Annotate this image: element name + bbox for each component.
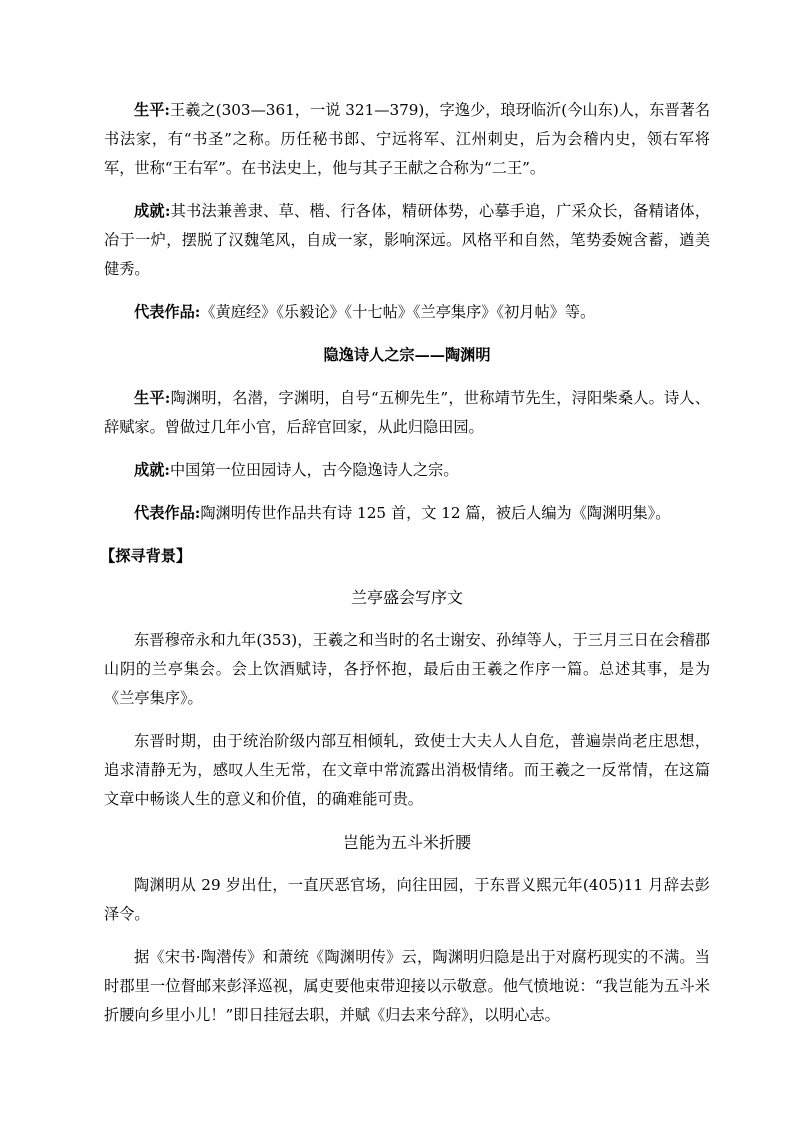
works-label: 代表作品: (134, 504, 201, 522)
tao-achievement-paragraph (104, 456, 710, 485)
tao-heading: 隐逸诗人之宗——陶渊明 (323, 346, 491, 364)
wang-bio-paragraph (104, 96, 710, 183)
bio-text: 陶渊明，名潜，字渊明，自号“五柳先生”，世称靖节先生，浔阳柴桑人。诗人、辞赋家。曾做过几年小官，后辞官回家，从此归隐田园。 (104, 389, 711, 436)
works-text: 陶渊明传世作品共有诗 125 首，文 12 篇，被后人编为《陶渊明集》。 (200, 504, 671, 522)
wang-achievement-paragraph (104, 197, 710, 284)
bio-label: 生平: (134, 101, 171, 119)
lanting-subtitle: 兰亭盛会写序文 (350, 588, 463, 607)
bio-text: 王羲之(303—361，一说 321—379)，字逸少，琅玡临沂(今山东)人，东晋著名书法家，有“书圣”之称。历任秘书郎、宁远将军、江州刺史，后为会稽内史，领右军将军，世称“王右军”。在书法史上，他与其子王献之合称为“二王”。 (104, 101, 711, 177)
wudoumi-paragraph-2: 据《宋书·陶潜传》和萧统《陶渊明传》云，陶渊明归隐是出于对腐朽现实的不满。当时郡里一位督邮来彭泽巡视，属吏要他束带迎接以示敬意。他气愤地说：“我岂能为五斗米折腰向乡里小儿！”即日挂冠去职，并赋《归去来兮辞》，以明心志。 (104, 948, 710, 1024)
tao-works-paragraph (104, 499, 710, 528)
lanting-paragraph-2: 东晋时期，由于统治阶级内部互相倾轧，致使士大夫人人自危，普遍崇尚老庄思想，追求清静无为，感叹人生无常，在文章中常流露出消极情绪。而王羲之一反常情，在这篇文章中畅谈人生的意义和价值，的确难能可贵。 (104, 732, 710, 808)
achievement-text: 其书法兼善隶、草、楷、行各体，精研体势，心摹手追，广采众长，备精诸体，冶于一炉，摆脱了汉魏笔风，自成一家，影响深远。风格平和自然，笔势委婉含蓄，遒美健秀。 (104, 202, 711, 278)
works-text: 《黄庭经》《乐毅论》《十七帖》《兰亭集序》《初月帖》等。 (200, 303, 596, 321)
achievement-label: 成就: (134, 202, 171, 220)
works-label: 代表作品: (134, 303, 201, 321)
wudoumi-paragraph-1: 陶渊明从 29 岁出仕，一直厌恶官场，向往田园，于东晋义熙元年(405)11 月辞去彭泽令。 (104, 876, 710, 923)
wudoumi-subtitle: 岂能为五斗米折腰 (342, 833, 471, 852)
achievement-text: 中国第一位田园诗人，古今隐逸诗人之宗。 (169, 461, 459, 479)
document-page (100, 96, 711, 1044)
background-section-tag: 【探寻背景】 (100, 547, 192, 565)
lanting-paragraph-1: 东晋穆帝永和九年(353)，王羲之和当时的名士谢安、孙绰等人，于三月三日在会稽郡山阴的兰亭集会。会上饮酒赋诗，各抒怀抱，最后由王羲之作序一篇。总述其事，是为《兰亭集序》。 (104, 631, 710, 707)
wang-works-paragraph (104, 298, 710, 327)
tao-bio-paragraph (104, 384, 710, 442)
bio-label: 生平: (134, 389, 171, 407)
achievement-label: 成就: (134, 461, 170, 479)
